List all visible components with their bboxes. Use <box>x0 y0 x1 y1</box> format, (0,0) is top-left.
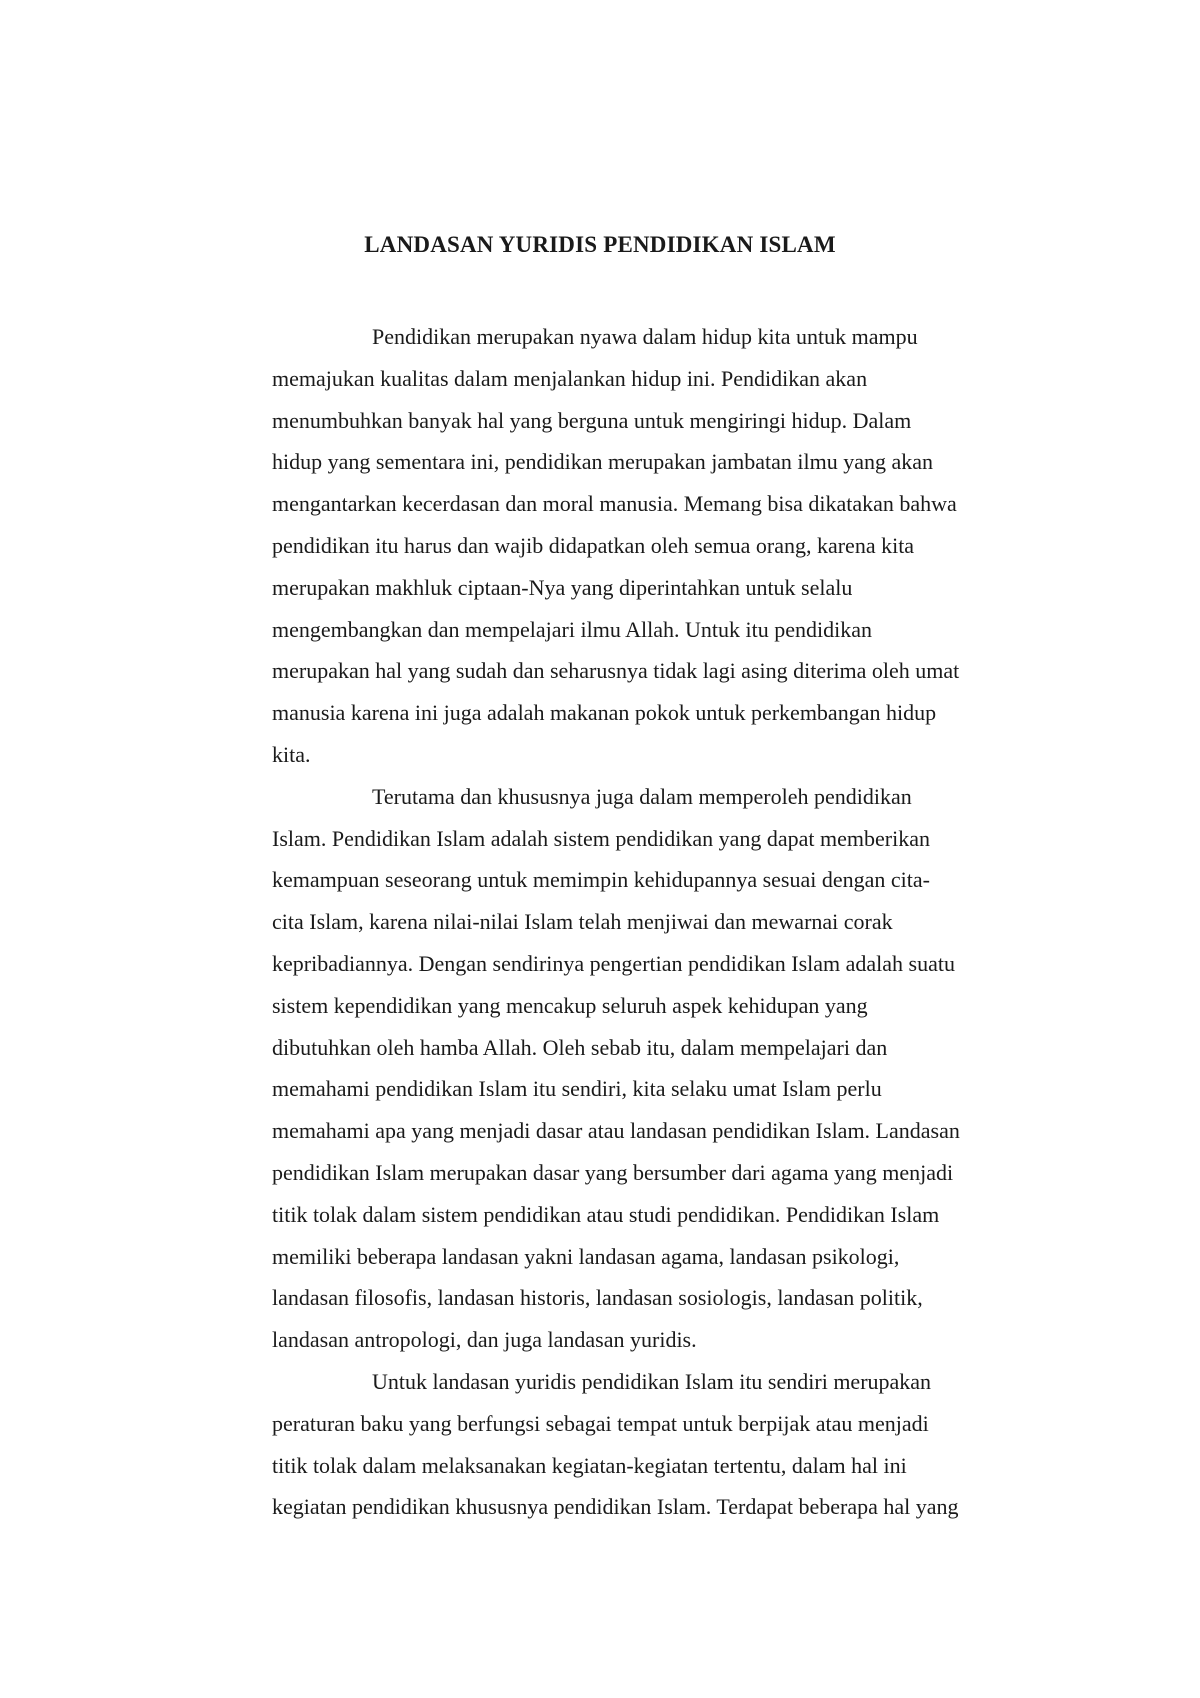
body-line: merupakan hal yang sudah dan seharusnya tidak lagi asing diterima oleh umat <box>272 658 960 684</box>
body-line: mengembangkan dan mempelajari ilmu Allah. Untuk itu pendidikan <box>272 616 872 642</box>
body-line: titik tolak dalam melaksanakan kegiatan-kegiatan tertentu, dalam hal ini <box>272 1452 907 1478</box>
body-line: dibutuhkan oleh hamba Allah. Oleh sebab itu, dalam mempelajari dan <box>272 1034 888 1060</box>
body-line: memahami pendidikan Islam itu sendiri, kita selaku umat Islam perlu <box>272 1076 882 1102</box>
body-line: manusia karena ini juga adalah makanan pokok untuk perkembangan hidup <box>272 700 937 726</box>
body-line: hidup yang sementara ini, pendidikan merupakan jambatan ilmu yang akan <box>272 449 934 475</box>
body-line: Islam. Pendidikan Islam adalah sistem pendidikan yang dapat memberikan <box>272 825 930 851</box>
body-line: pendidikan Islam merupakan dasar yang bersumber dari agama yang menjadi <box>272 1159 954 1185</box>
body-line: mengantarkan kecerdasan dan moral manusia. Memang bisa dikatakan bahwa <box>272 491 957 517</box>
body-line: Terutama dan khususnya juga dalam memperoleh pendidikan <box>372 783 912 809</box>
body-line: Untuk landasan yuridis pendidikan Islam itu sendiri merupakan <box>372 1368 932 1394</box>
body-line: landasan filosofis, landasan historis, landasan sosiologis, landasan politik, <box>272 1285 923 1311</box>
document-body <box>272 316 1032 1528</box>
body-line: kita. <box>272 741 311 767</box>
body-line: Pendidikan merupakan nyawa dalam hidup kita untuk mampu <box>372 324 918 349</box>
body-line: kemampuan seseorang untuk memimpin kehidupannya sesuai dengan cita- <box>272 867 930 893</box>
body-line: cita Islam, karena nilai-nilai Islam telah menjiwai dan mewarnai corak <box>272 909 893 935</box>
body-line: peraturan baku yang berfungsi sebagai tempat untuk berpijak atau menjadi <box>272 1410 929 1436</box>
body-line: kegiatan pendidikan khususnya pendidikan Islam. Terdapat beberapa hal yang <box>272 1494 959 1520</box>
body-line: menumbuhkan banyak hal yang berguna untuk mengiringi hidup. Dalam <box>272 407 912 433</box>
body-line: memahami apa yang menjadi dasar atau landasan pendidikan Islam. Landasan <box>272 1118 960 1144</box>
body-line: merupakan makhluk ciptaan-Nya yang diperintahkan untuk selalu <box>272 574 853 600</box>
body-line: pendidikan itu harus dan wajib didapatkan oleh semua orang, karena kita <box>272 532 915 558</box>
document-title: LANDASAN YURIDIS PENDIDIKAN ISLAM <box>364 232 836 257</box>
body-line: titik tolak dalam sistem pendidikan atau studi pendidikan. Pendidikan Islam <box>272 1201 940 1227</box>
body-line: landasan antropologi, dan juga landasan yuridis. <box>272 1327 697 1353</box>
body-line: sistem kependidikan yang mencakup seluruh aspek kehidupan yang <box>272 992 868 1018</box>
body-line: memiliki beberapa landasan yakni landasan agama, landasan psikologi, <box>272 1243 900 1269</box>
body-line: kepribadiannya. Dengan sendirinya pengertian pendidikan Islam adalah suatu <box>272 950 955 976</box>
body-line: memajukan kualitas dalam menjalankan hidup ini. Pendidikan akan <box>272 365 868 391</box>
